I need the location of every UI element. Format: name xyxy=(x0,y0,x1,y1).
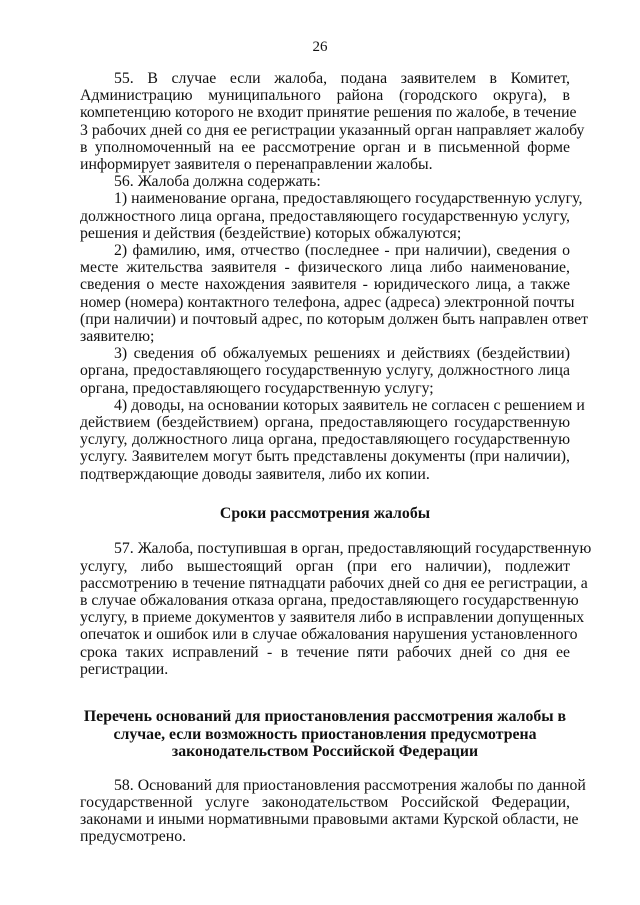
text-line: законами и иными нормативными правовыми актами Курской области, не xyxy=(80,810,579,828)
text-line: 1) наименование органа, предоставляющего государственную услугу, xyxy=(114,190,583,208)
text-line: опечаток и ошибок или в случае обжалования нарушения установленного xyxy=(80,626,578,644)
text-line: Администрацию муниципального района (городского округа), в xyxy=(80,87,570,105)
text-line: срока таких исправлений - в течение пяти рабочих дней со дня ее xyxy=(80,643,570,661)
heading-line: Перечень оснований для приостановления рассмотрения жалобы в xyxy=(83,708,567,725)
text-line: услугу, должностного лица органа, предоставляющего государственную xyxy=(80,431,570,449)
text-line: должностного лица органа, предоставляющего государственную услугу, xyxy=(80,207,570,225)
section-heading-suspension-grounds xyxy=(80,708,570,761)
text-line: рассмотрению в течение пятнадцати рабочих дней со дня ее регистрации, а xyxy=(80,574,588,592)
text-line: 56. Жалоба должна содержать: xyxy=(114,173,321,191)
paragraph-56-item-3 xyxy=(80,345,570,397)
paragraph-56-item-1 xyxy=(80,190,583,242)
text-line: органа, предоставляющего государственную услугу, должностного лица xyxy=(80,362,570,380)
paragraph-55 xyxy=(80,70,585,174)
text-line: в уполномоченный на ее рассмотрение орган и в письменной форме xyxy=(80,138,570,156)
text-line: органа, предоставляющего государственную услугу; xyxy=(80,379,434,397)
text-line: номер (номера) контактного телефона, адрес (адреса) электронной почты xyxy=(80,293,575,311)
text-line: компетенцию которого не входит принятие решения по жалобе, в течение xyxy=(80,104,577,122)
document-body xyxy=(80,70,592,846)
heading-line: законодательством Российской Федерации xyxy=(171,743,479,760)
paragraph-57 xyxy=(80,540,592,678)
paragraph-56 xyxy=(80,173,570,190)
text-line: регистрации. xyxy=(80,660,169,678)
text-line: в случае обжалования отказа органа, предоставляющего государственную xyxy=(80,591,579,609)
text-line: 58. Оснований для приостановления рассмотрения жалобы по данной xyxy=(114,776,586,794)
text-line: 3) сведения об обжалуемых решениях и действиях (бездействии) xyxy=(114,345,570,363)
text-line: 3 рабочих дней со дня ее регистрации указанный орган направляет жалобу xyxy=(80,121,585,139)
text-line: решения и действия (бездействие) которых обжалуются; xyxy=(80,224,462,242)
paragraph-58 xyxy=(80,776,586,846)
text-line: 57. Жалоба, поступившая в орган, предоставляющий государственную xyxy=(114,540,592,558)
paragraph-56-item-4 xyxy=(80,396,585,483)
text-line: информирует заявителя о перенаправлении жалобы. xyxy=(80,156,433,174)
text-line: услугу, в приеме документов у заявителя либо в исправлении допущенных xyxy=(80,609,585,627)
text-line: 2) фамилию, имя, отчество (последнее - при наличии), сведения о xyxy=(114,242,570,260)
text-line: месте жительства заявителя - физического лица либо наименование, xyxy=(80,259,570,277)
text-line: сведения о месте нахождения заявителя - юридического лица, а также xyxy=(80,276,570,294)
text-line: 4) доводы, на основании которых заявитель не согласен с решением и xyxy=(114,396,585,414)
paragraph-56-item-2 xyxy=(80,242,589,346)
page-number: 26 xyxy=(312,39,328,55)
text-line: услугу. Заявителем могут быть представлены документы (при наличии), xyxy=(80,448,570,466)
heading-line: случае, если возможность приостановления предусмотрена xyxy=(113,725,537,743)
text-line: 55. В случае если жалоба, подана заявителем в Комитет, xyxy=(114,70,570,87)
text-line: услугу, либо вышестоящий орган (при его наличии), подлежит xyxy=(80,557,570,575)
text-line: действием (бездействием) органа, предоставляющего государственную xyxy=(80,414,570,432)
text-line: предусмотрено. xyxy=(80,828,187,846)
text-line: заявителю; xyxy=(80,328,155,346)
text-line: подтверждающие доводы заявителя, либо их копии. xyxy=(80,465,430,483)
text-line: (при наличии) и почтовый адрес, по которым должен быть направлен ответ xyxy=(80,310,589,328)
section-heading-review-terms: Сроки рассмотрения жалобы xyxy=(219,504,431,522)
text-line: государственной услуге законодательством Российской Федерации, xyxy=(80,793,570,811)
